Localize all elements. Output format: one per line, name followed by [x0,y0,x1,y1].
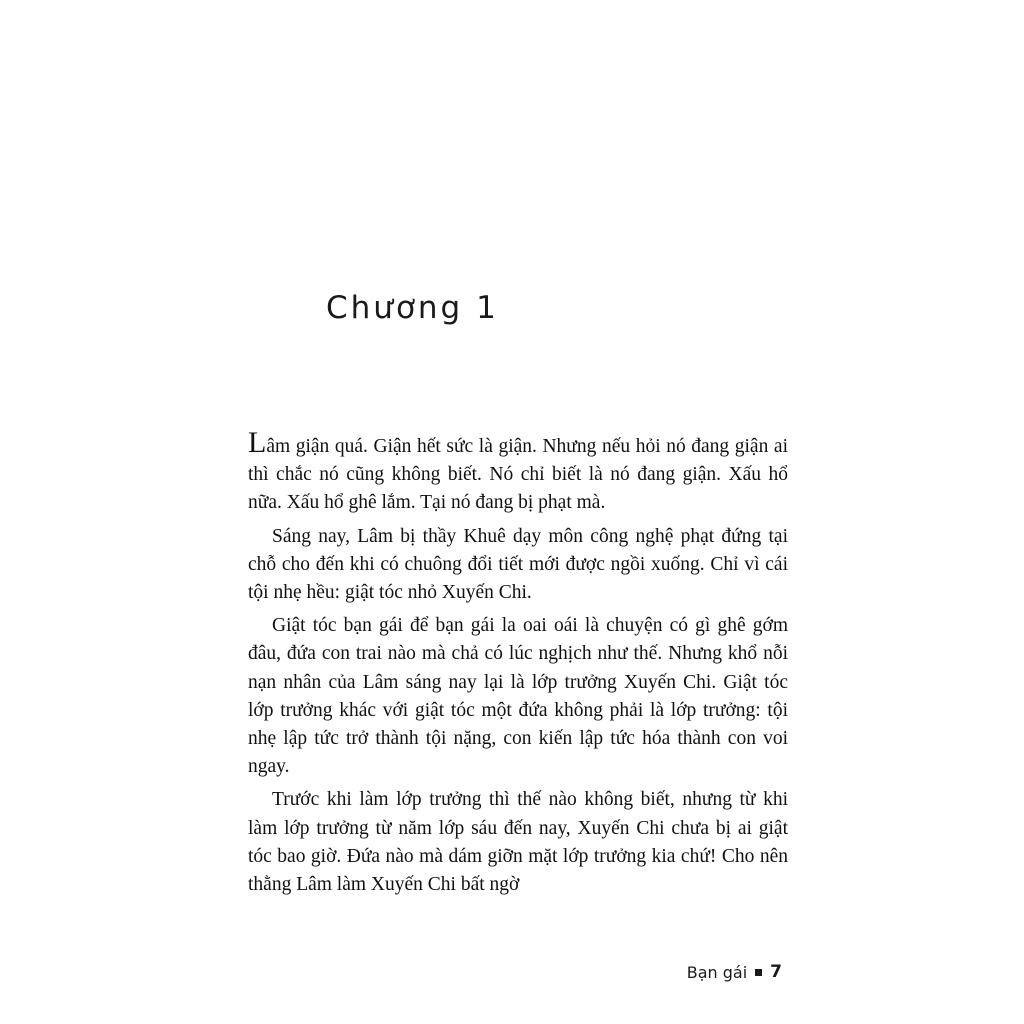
paragraph-4: Trước khi làm lớp trưởng thì thế nào không biết, nhưng từ khi làm lớp trưởng từ năm lớp sáu đến nay, Xuyến Chi chưa bị ai giật tóc bao giờ. Đứa nào mà dám giỡn mặt lớp trưởng kia chứ! Cho nên thằng Lâm làm Xuyến Chi bất ngờ [248,789,788,896]
drop-cap: L [248,426,267,459]
chapter-title: Chương 1 [326,290,499,326]
paragraph-1-text: âm giận quá. Giận hết sức là giận. Nhưng nếu hỏi nó đang giận ai thì chắc nó cũng không biết. Nó chỉ biết là nó đang giận. Xấu hổ nữa. Xấu hổ ghê lắm. Tại nó đang bị phạt mà. [248,436,788,514]
page-footer [687,962,782,982]
running-title: Bạn gái [686,962,748,982]
paragraph-1 [248,428,788,518]
chapter-body [248,428,788,904]
page-number: 7 [770,962,782,982]
paragraph-3: Giật tóc bạn gái để bạn gái la oai oái là chuyện có gì ghê gớm đâu, đứa con trai nào mà chả có lúc nghịch như thế. Nhưng khổ nỗi nạn nhân của Lâm sáng nay lại là lớp trưởng Xuyến Chi. Giật tóc lớp trưởng khác với giật tóc một đứa không phải là lớp trưởng: tội nhẹ lập tức trở thành tội nặng, con kiến lập tức hóa thành con voi ngay. [248,615,788,778]
paragraph-2: Sáng nay, Lâm bị thầy Khuê dạy môn công nghệ phạt đứng tại chỗ cho đến khi có chuông đổi tiết mới được ngồi xuống. Chỉ vì cái tội nhẹ hều: giật tóc nhỏ Xuyến Chi. [248,525,788,604]
square-bullet-icon [755,969,762,976]
